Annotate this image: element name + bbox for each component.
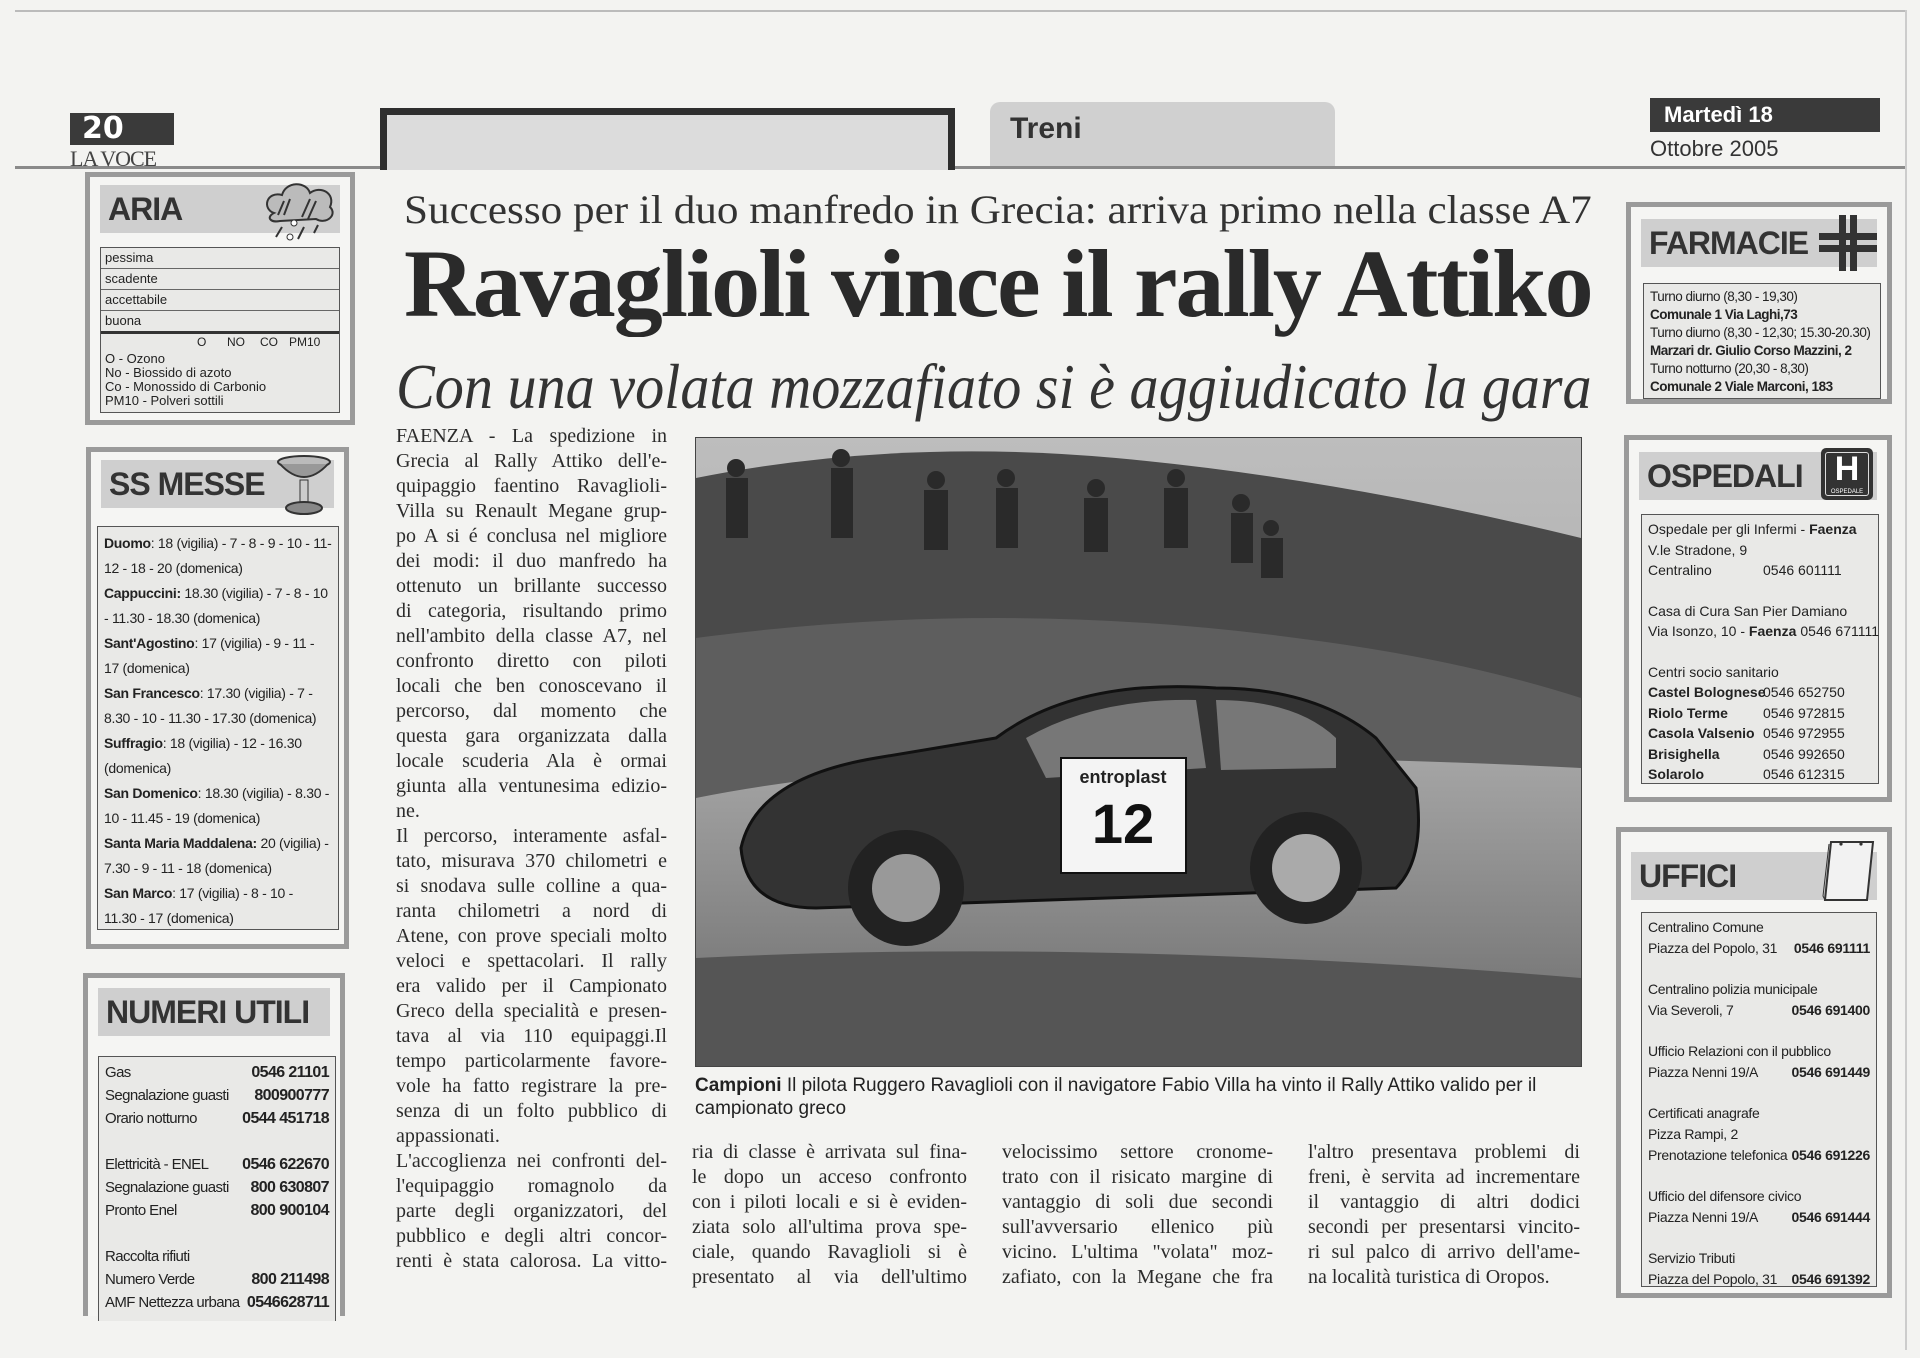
article-line: locali che ben conoscevano il <box>396 675 667 697</box>
mass-times: : 17 (vigilia) - 9 - 11 - <box>194 635 315 651</box>
spacer <box>1648 1083 1870 1103</box>
numeri-list <box>98 1056 336 1321</box>
mass-times-cont: 17 (domenica) <box>104 660 190 676</box>
aria-legend-item: PM10 - Polveri sottili <box>105 393 224 408</box>
spacer <box>1648 959 1870 979</box>
aria-level-pessima: pessima <box>101 248 339 269</box>
article-column-1 <box>396 424 667 1274</box>
mass-schedule-item <box>104 831 332 856</box>
office-name: Centralino polizia municipale <box>1648 981 1818 997</box>
farmacie-box <box>1626 202 1892 404</box>
hospital-name <box>1648 601 1847 622</box>
office-entry <box>1648 1124 1870 1145</box>
office-phone: 0546 691400 <box>1791 1002 1870 1018</box>
rain-cloud-icon <box>260 179 340 247</box>
church-name: Cappuccini: <box>104 585 181 601</box>
messe-box <box>86 447 349 949</box>
article-headline: Ravaglioli vince il rally Attiko <box>404 230 1592 337</box>
office-address: Piazza del Popolo, 31 <box>1648 940 1778 956</box>
article-line: FAENZA - La spedizione in <box>396 425 667 447</box>
mass-schedule-item <box>104 881 332 906</box>
article-line: po A si é conclusa nel migliore <box>396 525 667 547</box>
aria-bar-label: CO <box>260 335 278 349</box>
pharmacy-line: Comunale 2 Viale Marconi, 183 <box>1650 379 1833 394</box>
car-number: 12 <box>1091 792 1155 855</box>
article-line: vicino. L'ultima "volata" moz- <box>1002 1241 1273 1263</box>
aria-level-scadente: scadente <box>101 269 339 290</box>
mass-times-cont: 11.30 - 17 (domenica) <box>104 910 234 926</box>
office-phone: 0546 691449 <box>1791 1064 1870 1080</box>
article-line: presentato al via dell'ultimo <box>692 1266 967 1288</box>
phone-entry <box>105 1153 329 1176</box>
office-name: Centralino Comune <box>1648 919 1764 935</box>
hospital-name <box>1648 560 1763 581</box>
phone-label: Segnalazione guasti <box>105 1087 229 1104</box>
article-line: ziata solo all'ultima prova spe- <box>692 1216 967 1238</box>
office-address: Piazza Nenni 19/A <box>1648 1209 1759 1225</box>
hospital-phone: 0546 601111 <box>1763 562 1842 578</box>
phone-label: AMF Nettezza urbana <box>105 1294 240 1311</box>
hospital-entry <box>1648 560 1872 581</box>
office-address: Via Severoli, 7 <box>1648 1002 1734 1018</box>
church-name: San Domenico <box>104 785 198 801</box>
article-line: Villa su Renault Megane grup- <box>396 500 667 522</box>
ospedali-title: OSPEDALI <box>1647 458 1803 494</box>
phone-entry <box>105 1268 329 1291</box>
aria-legend <box>105 352 266 408</box>
article-line: si snodava sulle colline a qua- <box>396 875 667 897</box>
article-column-4 <box>1308 1140 1580 1290</box>
hospital-entry <box>1648 519 1872 540</box>
date-month-year: Ottobre 2005 <box>1650 136 1779 161</box>
article-line: tempo particolarmente favore- <box>396 1050 667 1072</box>
article-line: questa gara organizzata dalla <box>396 725 667 747</box>
mass-times-cont: 10 - 11.45 - 19 (domenica) <box>104 810 261 826</box>
hospital-icon-letter: H <box>1834 450 1860 488</box>
hospital-icon-label: OSPEDALE <box>1830 489 1864 495</box>
article-line: secondi per presentarsi vincito- <box>1308 1216 1580 1238</box>
photo-caption <box>695 1074 1575 1120</box>
hospital-label: Centralino <box>1648 562 1712 578</box>
ospedali-box <box>1624 435 1892 802</box>
numeri-header <box>98 988 330 1036</box>
article-line: di categoria, risultando primo <box>396 600 667 622</box>
car-sponsor: entroplast <box>1079 767 1167 787</box>
hospital-label: Centri socio sanitario <box>1648 663 1779 680</box>
article-line: era valido per il Campionato <box>396 975 667 997</box>
hospital-phone: 0546 652750 <box>1763 684 1845 700</box>
article-line: sull'avversario ellenico più <box>1002 1216 1273 1238</box>
article-line: giunta alla ventunesima edizio- <box>396 775 667 797</box>
office-entry <box>1648 1000 1870 1021</box>
caption-text: Il pilota Ruggero Ravaglioli con il navigatore Fabio Villa ha vinto il Rally Attiko valido per il campionato greco <box>695 1075 1537 1119</box>
spacer <box>1648 1228 1870 1248</box>
farmacie-header <box>1641 219 1877 267</box>
mass-times-cont: 7.30 - 9 - 11 - 18 (domenica) <box>104 860 272 876</box>
numeri-title: NUMERI UTILI <box>106 994 310 1030</box>
hospital-name <box>1648 519 1857 540</box>
office-entry <box>1648 938 1870 959</box>
article-line: il vantaggio di altri dodici <box>1308 1191 1580 1213</box>
article-line: ranta chilometri a nord di <box>396 900 667 922</box>
article-line: confronto diretto con piloti <box>396 650 667 672</box>
article-column-3 <box>1002 1140 1273 1290</box>
phone-number: 0546 622670 <box>242 1156 329 1173</box>
hospital-phone: 0546 992650 <box>1763 745 1845 762</box>
aria-title: ARIA <box>108 191 183 227</box>
rally-car-image <box>696 438 1581 1066</box>
mass-times-cont: 12 - 18 - 20 (domenica) <box>104 560 243 576</box>
mass-times: : 18.30 (vigilia) - 8.30 - <box>197 785 330 801</box>
aria-bars <box>101 248 341 349</box>
phone-label: Raccolta rifiuti <box>105 1248 190 1265</box>
hospital-name <box>1648 540 1747 561</box>
article-line: senza di un folto pubblico di <box>396 1100 667 1122</box>
aria-level-buona: buona <box>101 311 339 334</box>
uffici-header <box>1631 852 1877 900</box>
article-line: nell'ambito della classe A7, nel <box>396 625 667 647</box>
hospital-place: Solarolo <box>1648 766 1705 782</box>
office-name: Certificati anagrafe <box>1648 1105 1760 1121</box>
article-line: tato, misurava 370 chilometri e <box>396 850 667 872</box>
hospital-place: Riolo Terme <box>1648 704 1728 721</box>
messe-list <box>97 526 339 930</box>
hospital-name <box>1648 744 1763 765</box>
office-name: Ufficio del difensore civico <box>1648 1188 1802 1204</box>
hospital-place: Faenza <box>1809 521 1857 537</box>
hospital-entry <box>1648 540 1872 561</box>
church-name: Duomo <box>104 535 151 551</box>
office-address: Piazza del Popolo, 31 <box>1648 1271 1778 1287</box>
spacer <box>1648 1166 1870 1186</box>
article-line: dei modi: il duo manfredo ha <box>396 550 667 572</box>
hospital-entry <box>1648 703 1872 724</box>
mass-times: : 17 (vigilia) - 8 - 10 - <box>172 885 293 901</box>
article-line: le dopo un acceso confronto <box>692 1166 967 1188</box>
mass-times-cont: 8.30 - 10 - 11.30 - 17.30 (domenica) <box>104 710 317 726</box>
article-line: na località turistica di Oropos. <box>1308 1266 1550 1288</box>
phone-number: 800 211498 <box>251 1271 329 1288</box>
phone-entry <box>105 1176 329 1199</box>
right-edge-rule <box>1905 10 1907 1350</box>
phone-entry <box>105 1245 329 1268</box>
phone-label: Orario notturno <box>105 1110 197 1127</box>
church-name: San Marco <box>104 885 173 901</box>
phone-number: 800 900104 <box>250 1202 329 1219</box>
article-line: trato con il risicato margine di <box>1002 1166 1273 1188</box>
phone-label: Gas <box>105 1064 131 1081</box>
caption-lead: Campioni <box>695 1075 782 1096</box>
office-phone: 0546 691392 <box>1791 1271 1870 1287</box>
office-phone: 0546 691111 <box>1793 940 1870 956</box>
mass-times: : 18 (vigilia) - 12 - 16.30 <box>162 735 302 751</box>
hospital-label: Ospedale per gli Infermi - <box>1648 521 1810 537</box>
office-phone: 0546 691226 <box>1791 1147 1870 1163</box>
phone-number: 800900777 <box>254 1087 329 1104</box>
hospital-entry <box>1648 621 1880 642</box>
phone-label: Pronto Enel <box>105 1202 177 1219</box>
article-line: Atene, con prove speciali molto <box>396 925 667 947</box>
hospital-place: Castel Bolognese <box>1648 684 1766 700</box>
article-line: Greco della specialità e presen- <box>396 1000 667 1022</box>
office-entry <box>1648 1269 1870 1290</box>
mass-schedule-item <box>104 631 332 656</box>
article-line: Grecia al Rally Attiko dell'e- <box>396 450 667 472</box>
uffici-list <box>1641 912 1877 1287</box>
phone-entry <box>105 1199 329 1222</box>
phone-label: Segnalazione guasti <box>105 1179 229 1196</box>
pharmacy-line: Turno notturno (20,30 - 8,30) <box>1650 361 1809 376</box>
hospital-label: Casa di Cura San Pier Damiano <box>1648 602 1848 619</box>
messe-title: SS MESSE <box>109 466 265 502</box>
pharmacy-line: Turno diurno (8,30 - 19,30) <box>1650 289 1798 304</box>
hospital-phone: 0546 972815 <box>1763 704 1845 721</box>
hospital-name <box>1648 764 1763 785</box>
article-line: ria di classe è arrivata sul fina- <box>692 1141 967 1163</box>
spacer <box>105 1222 329 1245</box>
article-line: veloci e spettacolari. Il rally <box>396 950 667 972</box>
uffici-title: UFFICI <box>1639 858 1737 894</box>
top-banner-frame <box>380 108 955 170</box>
article-line: ciale, quando Ravaglioli si è <box>692 1241 967 1263</box>
article-line: velocissimo settore cronome- <box>1002 1141 1273 1163</box>
church-name: Santa Maria Maddalena: <box>104 835 257 851</box>
church-name: Sant'Agostino <box>104 635 195 651</box>
article-line: zafiato, con la Megane che fra <box>1002 1266 1273 1288</box>
page-number: 20 <box>70 113 174 145</box>
messe-header <box>101 460 334 508</box>
numeri-box <box>83 973 345 1316</box>
chalice-icon <box>274 454 334 518</box>
mass-times: 20 (vigilia) - <box>256 835 329 851</box>
article-line: vantaggio di soli due secondi <box>1002 1191 1273 1213</box>
phone-label: Elettricità - ENEL <box>105 1156 209 1173</box>
church-name: Suffragio <box>104 735 163 751</box>
mass-schedule-item <box>104 531 332 556</box>
top-edge-rule <box>15 10 1905 12</box>
office-name: Servizio Tributi <box>1648 1250 1736 1266</box>
hospital-phone: 0546 612315 <box>1763 766 1845 782</box>
pharmacy-line: Marzari dr. Giulio Corso Mazzini, 2 <box>1650 343 1852 358</box>
article-line: tava al via 110 equipaggi.Il <box>396 1025 667 1047</box>
hospital-entry <box>1648 662 1872 683</box>
mass-times-cont: (domenica) <box>104 760 172 776</box>
hospital-place: Faenza <box>1748 623 1797 639</box>
office-address: Piazza Nenni 19/A <box>1648 1064 1759 1080</box>
spacer <box>1648 1021 1870 1041</box>
notepad-icon <box>1821 838 1877 904</box>
mass-schedule-item <box>104 681 332 706</box>
article-line: percorso, dal momento che <box>396 700 667 722</box>
office-name: Ufficio Relazioni con il pubblico <box>1648 1043 1831 1059</box>
hospital-name <box>1648 703 1763 724</box>
paper-logo: LA VOCE <box>70 146 157 171</box>
article-line: ri sul palco di arrivo dell'ame- <box>1308 1241 1580 1263</box>
article-line: l'equipaggio romagnolo da <box>396 1175 667 1197</box>
office-address: Pizza Rampi, 2 <box>1648 1126 1738 1142</box>
ospedali-header <box>1639 452 1877 500</box>
article-line: pubblico e degli altri concor- <box>396 1225 667 1247</box>
pharmacy-line: Turno diurno (8,30 - 12,30; 15.30-20.30) <box>1650 325 1871 340</box>
farmacie-title: FARMACIE <box>1649 225 1809 261</box>
office-entry <box>1648 1207 1870 1228</box>
farmacie-list <box>1643 283 1881 399</box>
phone-entry <box>105 1061 329 1084</box>
article-subhead: Con una volata mozzafiato si è aggiudicato la gara <box>396 351 1592 422</box>
article-line: ottenuto un brillante successo <box>396 575 667 597</box>
section-tab-label: Treni <box>1010 112 1082 145</box>
phone-number: 800 630807 <box>250 1179 329 1196</box>
header-rule <box>15 166 1905 169</box>
aria-bar-label: NO <box>227 335 245 349</box>
article-kicker: Successo per il duo manfredo in Grecia: arriva primo nella classe A7 <box>404 187 1592 232</box>
article-line: Il percorso, interamente asfal- <box>396 825 667 847</box>
mass-times: : 18 (vigilia) - 7 - 8 - 9 - 10 - 11- <box>150 535 332 551</box>
aria-header <box>100 185 340 233</box>
hospital-entry <box>1648 723 1872 744</box>
aria-legend-item: No - Biossido di azoto <box>105 365 232 380</box>
mass-schedule-item <box>104 731 332 756</box>
phone-entry <box>105 1291 329 1314</box>
hospital-name <box>1648 723 1763 744</box>
article-line: quipaggio faentino Ravaglioli- <box>396 475 667 497</box>
aria-level-accettabile: accettabile <box>101 290 339 311</box>
hospital-entry <box>1648 744 1872 765</box>
aria-bar-label: O <box>197 335 207 349</box>
phone-number: 0546 21101 <box>251 1064 329 1081</box>
hospital-name <box>1648 621 1796 642</box>
mass-times: : 17.30 (vigilia) - 7 - <box>199 685 313 701</box>
aria-box <box>85 172 355 425</box>
hospital-phone: 0546 671111 <box>1800 623 1880 639</box>
article-line: vole ha fatto registrare la pre- <box>396 1075 667 1097</box>
hospital-label: Via Isonzo, 10 - <box>1648 623 1749 639</box>
article-line: renti è stata calorosa. La vitto- <box>396 1250 667 1272</box>
phone-number: 0546628711 <box>246 1294 329 1311</box>
office-entry <box>1648 1145 1870 1166</box>
mass-times-cont: - 11.30 - 18.30 (domenica) <box>104 610 261 626</box>
aria-bar-label: PM10 <box>289 335 321 349</box>
spacer <box>1648 581 1872 601</box>
uffici-box <box>1616 827 1892 1298</box>
hospital-place: Brisighella <box>1648 745 1720 762</box>
mass-schedule-item <box>104 581 332 606</box>
article-line: ne. <box>396 800 420 822</box>
phone-number: 0544 451718 <box>242 1110 329 1127</box>
rally-photo[interactable] <box>695 437 1582 1067</box>
phone-entry <box>105 1107 329 1130</box>
article-line: con i piloti locali e si è eviden- <box>692 1191 967 1213</box>
article-line: locale scuderia Ala è ormai <box>396 750 667 772</box>
hospital-name <box>1648 682 1766 703</box>
aria-legend-item: O - Ozono <box>105 351 165 366</box>
pharmacy-line: Comunale 1 Via Laghi,73 <box>1650 307 1798 322</box>
phone-label: Numero Verde <box>105 1271 195 1288</box>
office-phone: 0546 691444 <box>1791 1209 1870 1225</box>
date-day: Martedì 18 <box>1650 98 1880 132</box>
mass-times: 18.30 (vigilia) - 7 - 8 - 10 <box>180 585 328 601</box>
section-tab-treni <box>990 102 1335 166</box>
hospital-phone: 0546 972955 <box>1763 725 1845 741</box>
hospital-label: V.le Stradone, 9 <box>1648 541 1748 558</box>
article-line: appassionati. <box>396 1125 500 1147</box>
pharmacy-cross-icon <box>1819 215 1877 271</box>
office-address: Prenotazione telefonica <box>1648 1147 1788 1163</box>
ospedali-list <box>1641 514 1879 784</box>
church-name: San Francesco <box>104 685 200 701</box>
hospital-entry <box>1648 764 1872 785</box>
office-entry <box>1648 1062 1870 1083</box>
article-column-2 <box>692 1140 967 1290</box>
hospital-place: Casola Valsenio <box>1648 725 1755 741</box>
spacer <box>105 1130 329 1153</box>
phone-entry <box>105 1084 329 1107</box>
hospital-icon <box>1821 448 1873 500</box>
hospital-entry <box>1648 601 1872 622</box>
hospital-entry <box>1648 682 1872 703</box>
aria-legend-item: Co - Monossido di Carbonio <box>105 379 267 394</box>
mass-schedule-item <box>104 781 332 806</box>
spacer <box>1648 642 1872 662</box>
article-line: l'altro presentava problemi di <box>1308 1141 1580 1163</box>
article-line: freni, è servita ad incrementare <box>1308 1166 1580 1188</box>
article-line: L'accoglienza nei confronti del- <box>396 1150 667 1172</box>
hospital-name <box>1648 662 1779 683</box>
aria-table <box>100 247 340 413</box>
article-line: parte degli organizzatori, del <box>396 1200 667 1222</box>
